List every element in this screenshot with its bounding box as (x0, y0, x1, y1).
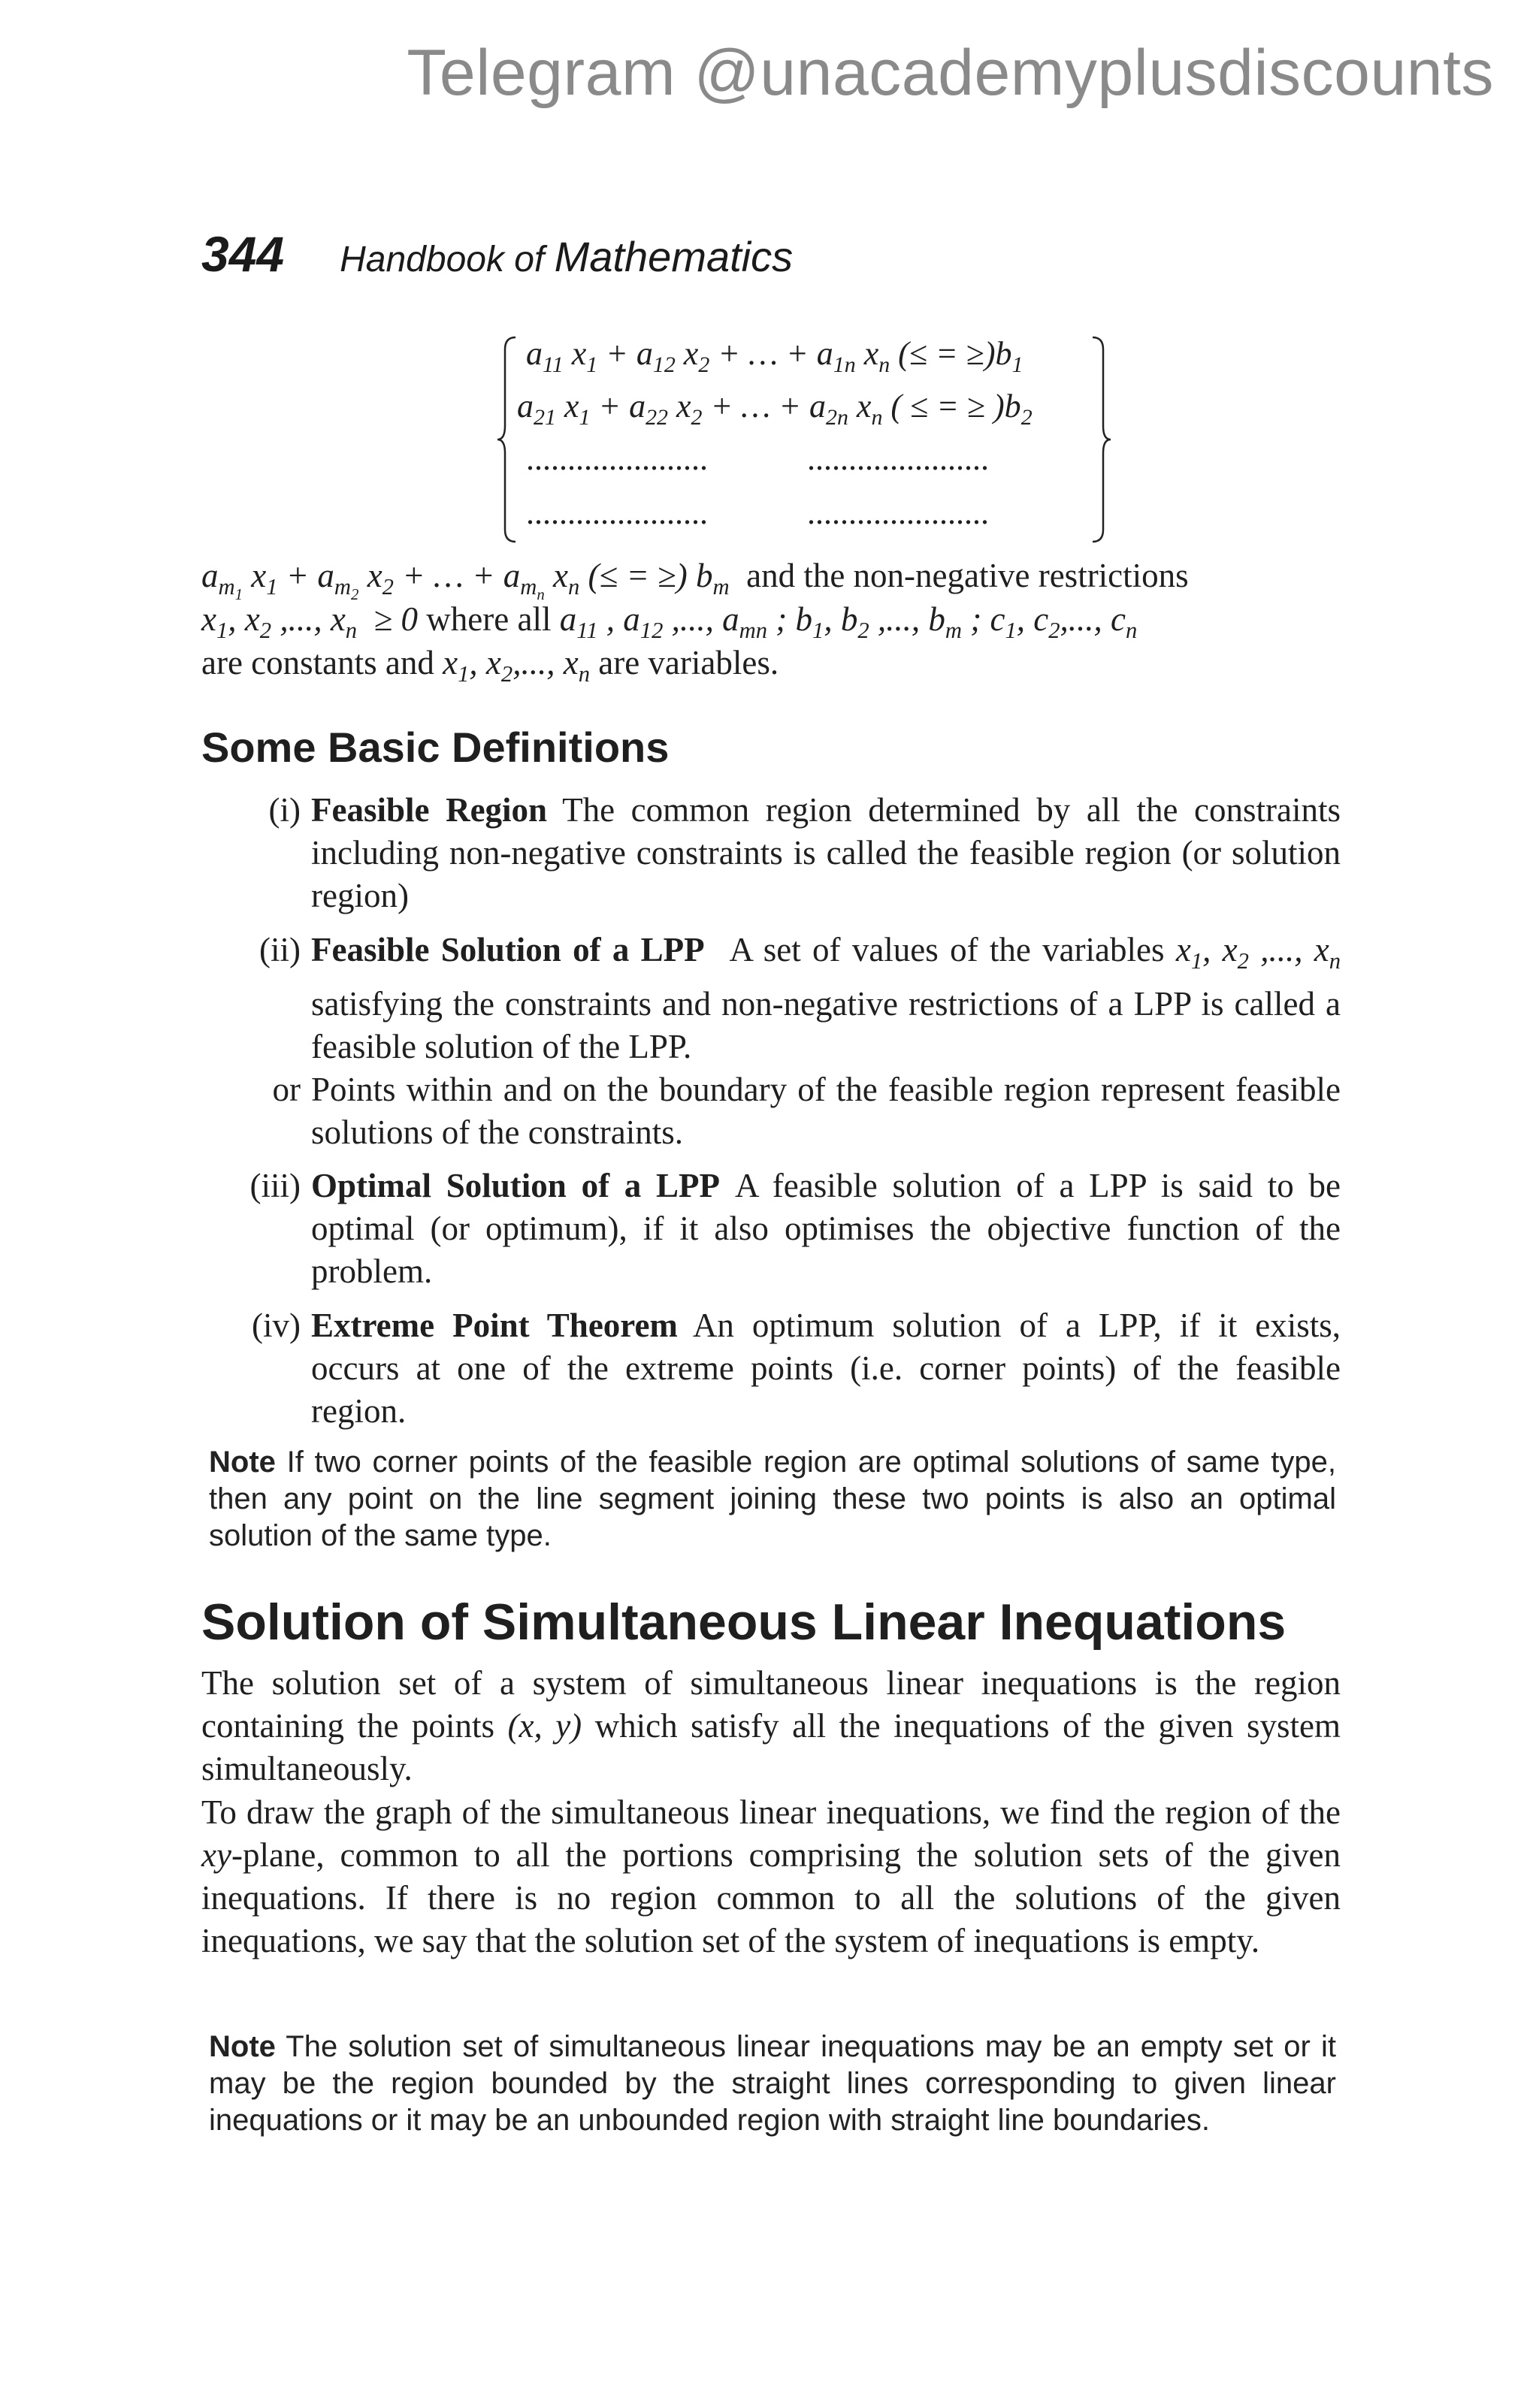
paragraph-1-text-b: which satisfy all the inequations of the given system simultaneously. (201, 1707, 1341, 1787)
xy-plane-term: xy (201, 1836, 231, 1874)
definitions-note (209, 1444, 1336, 1554)
definition-term: Extreme Point Theorem (311, 1307, 678, 1344)
dots-right-2: ...................... (807, 494, 989, 531)
restriction-math: $x_1$, $x_2$ ,..., $x_n \ge 0$ (201, 600, 419, 643)
note-text: If two corner points of the feasible region are optimal solutions of same type, then any point on the line segment joining these two points is also an optimal solution of the same type. (209, 1446, 1336, 1552)
note-label: Note (209, 1446, 276, 1479)
paragraph-2-text-a: To draw the graph of the simultaneous linear inequations, we find the region of the (201, 1793, 1341, 1831)
definition-item-3 (218, 1165, 1341, 1293)
right-brace (1090, 334, 1112, 545)
last-constraint-text: and the non-negative restrictions (746, 557, 1189, 594)
definition-item-2 (218, 929, 1341, 1065)
book-title (340, 232, 793, 281)
definition-item-or (218, 1068, 1341, 1154)
dots-left-1: ...................... (526, 440, 708, 477)
constants-math: $a_{11}$ , $a_{12}$ ,..., $a_{mn}$ ; $b_1$, $b_2$ ,..., $b_m$ ; $c_1$, $c_2$,..., $c_n$ (559, 600, 1138, 643)
definition-number: (i) (268, 791, 301, 829)
page-number: 344 (201, 226, 285, 282)
definition-term: Optimal Solution of a LPP (311, 1167, 721, 1204)
variables-math: $x_1$, $x_2$,..., $x_n$ (443, 644, 590, 687)
point-xy: (x, y) (507, 1707, 582, 1745)
definition-item-4 (218, 1304, 1341, 1433)
definition-term: Feasible Solution of a LPP (311, 931, 705, 968)
dots-left-2: ...................... (526, 494, 708, 531)
constraint-line-1: $a_{11}$ $x_1 + a_{12}$ $x_2$ + … + $a_{1n}$ $x_n$ (≤ = $\ge)b_1$ (526, 335, 1023, 377)
restriction-line (201, 600, 1137, 644)
definition-body (311, 1165, 1341, 1293)
dots-right-1: ...................... (807, 440, 989, 477)
page-header (201, 225, 793, 282)
constraint-dots-row-2 (526, 494, 989, 532)
definition-vars: $x_1$, $x_2$ ,..., $x_n$ (1175, 931, 1341, 974)
constants-line (201, 643, 779, 687)
definition-body (311, 1068, 1341, 1154)
last-constraint-line (201, 556, 1189, 604)
inequations-note (209, 2029, 1336, 2139)
inequations-heading: Solution of Simultaneous Linear Inequations (201, 1594, 1287, 1651)
definition-number: or (272, 1071, 301, 1108)
paragraph-2-text-b: -plane, common to all the portions comprising the solution sets of the given inequations. If there is no region common to all the solutions of the given inequations, we say that the solution set of the system of inequations is empty. (201, 1836, 1341, 1959)
definition-body (311, 929, 1341, 1068)
definition-number: (ii) (259, 931, 301, 968)
basic-definitions-heading: Some Basic Definitions (201, 724, 670, 771)
definition-item-1 (218, 789, 1341, 917)
definition-term: Feasible Region (311, 791, 548, 829)
definition-text-after: satisfying the constraints and non-negative restrictions of a LPP is called a feasible solution of the LPP. (311, 985, 1341, 1065)
restriction-text: where all (426, 600, 552, 638)
constraint-line-2: $a_{21}$ $x_1 + a_{22}$ $x_2$ + … + $a_{2n}$ $x_n$ ( ≤ = ≥ )$b_2$ (517, 388, 1033, 430)
variables-tail: are variables. (598, 644, 779, 681)
paragraph-1-text-a: The solution set of a system of simultaneous linear inequations is the region containing the points (201, 1664, 1341, 1745)
constraint-dots-row-1 (526, 440, 989, 478)
note-text: The solution set of simultaneous linear inequations may be an empty set or it may be the region bounded by the straight lines corresponding to given linear inequations or it may be an unbounded region with straight line boundaries. (209, 2030, 1337, 2137)
inequations-paragraph-2 (201, 1791, 1341, 1962)
definition-number: (iii) (249, 1167, 301, 1204)
definition-text: Points within and on the boundary of the feasible region represent feasible solutions of the constraints. (311, 1071, 1341, 1151)
definition-text: A feasible solution of a LPP is said to be optimal (or optimum), if it also optimises the objective function of the problem. (311, 1167, 1341, 1290)
constraint-system (496, 334, 1112, 545)
inequations-paragraph-1 (201, 1662, 1341, 1790)
definition-text: The common region determined by all the constraints including non-negative constraints is called the feasible region (or solution region) (311, 791, 1341, 914)
definition-number: (iv) (252, 1307, 301, 1344)
constants-tail: are constants and (201, 644, 434, 681)
definition-body (311, 789, 1341, 917)
note-label: Note (209, 2030, 276, 2063)
last-constraint-math: $a_{m_1}$ $x_1 + a_{m_2}$ $x_2$ + … + $a_{m_n}$ $x_n$ (≤ = ≥) $b_m$ (201, 557, 730, 604)
definition-text-before: A set of values of the variables (729, 931, 1165, 968)
definition-text: An optimum solution of a LPP, if it exists, occurs at one of the extreme points (i.e. corner points) of the feasible region. (311, 1307, 1341, 1430)
book-title-main: Mathematics (554, 233, 794, 280)
definition-body (311, 1304, 1341, 1433)
book-title-prefix: Handbook of (340, 240, 545, 279)
left-brace (496, 334, 519, 545)
watermark-text: Telegram @unacademyplusdiscounts (407, 37, 1494, 109)
